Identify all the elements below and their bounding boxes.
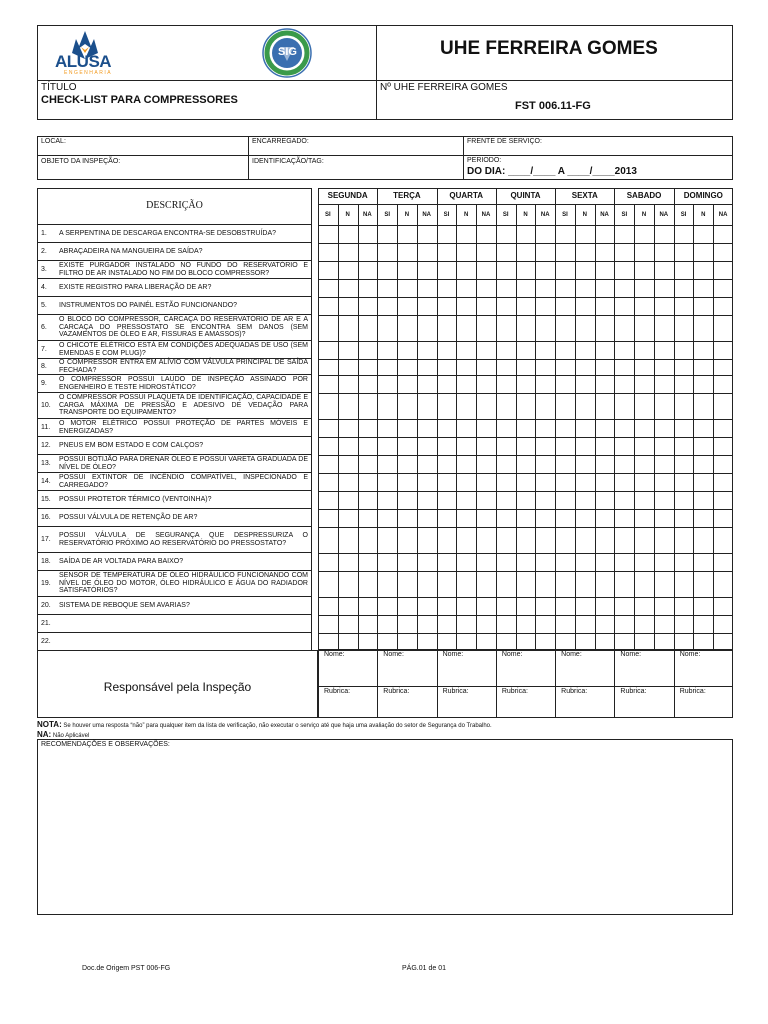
rubrica-field[interactable]: Rubrica: [561, 688, 588, 695]
answer-column-header: SI [443, 212, 450, 218]
answer-column-header: SI [502, 212, 509, 218]
item-number: 17. [41, 536, 51, 543]
answer-column-header: NA [363, 212, 372, 218]
doc-code: FST 006.11-FG [515, 100, 591, 112]
alusa-sub: ENGENHARIA [64, 70, 113, 76]
item-number: 12. [41, 442, 51, 449]
day-header: SABADO [626, 191, 662, 200]
item-number: 2. [41, 248, 47, 255]
descricao-label: DESCRIÇÃO [146, 200, 203, 211]
item-description: SENSOR DE TEMPERATURA DE ÓLEO HIDRÁULICO FUNCIONANDO COM NÍVEL DE ÓLEO DO MOTOR, ÓLEO HIDRÁULICO E ÁGUA DO RADIADOR SATISFATÓRIOS? [59, 572, 308, 595]
checklist-row [37, 225, 312, 243]
nota-line [37, 720, 737, 729]
rubrica-field[interactable]: Rubrica: [442, 688, 469, 695]
header-hline [37, 80, 733, 81]
item-description: SISTEMA DE REBOQUE SEM AVARIAS? [59, 601, 190, 609]
rubrica-field[interactable]: Rubrica: [324, 688, 351, 695]
day-header: SEXTA [571, 191, 598, 200]
item-description: EXISTE REGISTRO PARA LIBERAÇÃO DE AR? [59, 283, 212, 291]
item-description [59, 615, 308, 632]
item-number: 21. [41, 620, 51, 627]
recomendacoes-box[interactable] [37, 739, 733, 915]
item-description: POSSUI PROTETOR TÉRMICO (VENTOINHA)? [59, 495, 212, 503]
titulo-value: CHECK-LIST PARA COMPRESSORES [41, 94, 238, 106]
item-description [59, 633, 308, 650]
answer-column-header: N [404, 212, 410, 218]
answer-column-header: N [523, 212, 528, 218]
answer-column-header: NA [540, 212, 550, 218]
responsavel-label: Responsável pela Inspeção [103, 680, 252, 694]
item-description: POSSUI VÁLVULA DE RETENÇÃO DE AR? [59, 513, 198, 521]
checklist-row [37, 279, 312, 297]
item-number: 5. [41, 302, 47, 309]
nota-text: Se houver uma resposta “não” para qualquer item da lista de verificação, não executar o serviço até que haja uma avaliação do setor de Segurança do Trabalho. [61, 723, 492, 729]
answer-column-header: NA [659, 212, 669, 218]
answer-column-header: SI [621, 212, 628, 218]
item-description: ABRAÇADEIRA NA MANGUEIRA DE SAÍDA? [59, 247, 203, 255]
day-header: QUINTA [510, 191, 541, 200]
checklist-row [37, 455, 312, 473]
item-number: 16. [41, 514, 51, 521]
nome-field[interactable]: Nome: [442, 651, 464, 658]
checklist-row [37, 527, 312, 553]
sig-seal [260, 27, 315, 79]
day-header: TERÇA [393, 191, 421, 200]
item-description: POSSUI EXTINTOR DE INCÊNDIO COMPATÍVEL, INSPECIONADO E CARREGADO? [59, 473, 308, 489]
item-description: A SERPENTINA DE DESCARGA ENCONTRA-SE DESOBSTRUÍDA? [59, 229, 277, 237]
checklist-row [37, 491, 312, 509]
item-number: 19. [41, 580, 51, 587]
item-number: 18. [41, 558, 51, 565]
item-number: 4. [41, 284, 47, 291]
checklist-row [37, 437, 312, 455]
recomendacoes-label: RECOMENDAÇÕES E OBSERVAÇÕES: [41, 741, 170, 748]
frente-label: FRENTE DE SERVIÇO: [467, 138, 542, 145]
checklist-row [37, 473, 312, 491]
day-header: SEGUNDA [327, 191, 368, 200]
checklist-row [37, 509, 312, 527]
nome-field[interactable]: Nome: [383, 651, 404, 658]
day-header: DOMINGO [683, 191, 723, 200]
checklist-row [37, 571, 312, 597]
checklist-row [37, 261, 312, 279]
nome-field[interactable]: Nome: [561, 651, 582, 658]
item-number: 8. [41, 363, 47, 370]
item-description: O CHICOTE ELÉTRICO ESTÁ EM CONDIÇÕES ADEQUADAS DE USO (SEM EMENDAS E COM PLUG)? [59, 341, 308, 357]
na-label: NA: [37, 730, 52, 739]
objeto-label: OBJETO DA INSPEÇÃO: [41, 158, 121, 165]
checklist-row [37, 359, 312, 375]
item-number: 13. [41, 460, 51, 467]
answer-column-header: N [582, 212, 587, 218]
answer-column-header: SI [384, 212, 390, 218]
checklist-row [37, 375, 312, 393]
answer-column-header: SI [680, 212, 687, 218]
item-number: 9. [41, 380, 47, 387]
checklist-row [37, 393, 312, 419]
rubrica-field[interactable]: Rubrica: [679, 688, 706, 695]
rubrica-field[interactable]: Rubrica: [383, 688, 410, 695]
na-line [37, 730, 737, 739]
doc-origem: Doc.de Origem PST 006-FG [82, 965, 171, 972]
day-header: QUARTA [449, 191, 484, 200]
signature-grid [318, 650, 733, 718]
item-description: O COMPRESSOR ENTRA EM ALÍVIO COM VÁLVULA PRINCIPAL DE SAÍDA FECHADA? [59, 358, 308, 374]
item-description: POSSUI VÁLVULA DE SEGURANÇA QUE DESPRESSURIZA O RESERVATÓRIO PRÓXIMO AO RESERVATÓRIO DO PRESSOSTATO? [59, 531, 308, 547]
alusa-logo [50, 27, 120, 79]
item-description: O COMPRESSOR POSSUI LAUDO DE INSPEÇÃO ASSINADO POR ENGENHEIRO E TESTE HIDROSTÁTICO? [59, 375, 308, 391]
item-description: SAÍDA DE AR VOLTADA PARA BAIXO? [59, 557, 184, 565]
site-title: UHE FERREIRA GOMES [440, 38, 658, 59]
nome-field[interactable]: Nome: [620, 651, 642, 658]
rubrica-field[interactable]: Rubrica: [620, 688, 647, 695]
checklist-row [37, 633, 312, 651]
item-description: O BLOCO DO COMPRESSOR, CARCAÇA DO RESERVATÓRIO DE AR E A CARCAÇA DO PRESSOSTATO SE ENCONTRA SEM DANOS (SEM VAZAMENTOS DE ÓLEO E AR, FISSURAS E AMASSOS)? [59, 316, 308, 339]
page-number: PÁG.01 de 01 [402, 965, 446, 972]
checklist-row [37, 315, 312, 341]
item-number: 10. [41, 402, 51, 409]
checklist-row [37, 419, 312, 437]
item-number: 11. [41, 424, 51, 431]
answer-column-header: NA [718, 212, 728, 218]
nome-field[interactable]: Nome: [679, 651, 701, 658]
item-description: PNEUS EM BOM ESTADO E COM CALÇOS? [59, 441, 204, 449]
answer-column-header: SI [325, 212, 331, 218]
answer-column-header: NA [481, 212, 491, 218]
encarregado-label: ENCARREGADO: [252, 138, 309, 145]
sig-label: SIG [278, 46, 297, 58]
item-description: O MOTOR ELÉTRICO POSSUI PROTEÇÃO DE PARTES MÓVEIS E ENERGIZADAS? [59, 419, 308, 435]
local-label: LOCAL: [41, 138, 66, 145]
answer-column-header: N [641, 212, 647, 218]
answer-column-header: N [701, 212, 706, 218]
item-number: 7. [41, 346, 47, 353]
nota-label: NOTA: [37, 720, 62, 729]
nome-field[interactable]: Nome: [501, 651, 523, 658]
item-number: 3. [41, 266, 47, 273]
nome-field[interactable]: Nome: [324, 651, 345, 658]
answer-column-header: NA [422, 212, 431, 218]
checklist-row [37, 341, 312, 359]
alusa-name: ALUSA [55, 52, 112, 71]
do-dia-field[interactable]: DO DIA: ____/____ A ____/____2013 [467, 166, 637, 177]
checklist-row [37, 243, 312, 261]
rubrica-field[interactable]: Rubrica: [501, 688, 528, 695]
item-number: 15. [41, 496, 51, 503]
item-number: 20. [41, 602, 51, 609]
na-text: Não Aplicável [51, 733, 90, 739]
answer-column-header: SI [562, 212, 568, 218]
item-number: 22. [41, 638, 51, 645]
item-description: EXISTE PURGADOR INSTALADO NO FUNDO DO RESERVATÓRIO E FILTRO DE AR INSTALADO NO FIM DO BLOCO COMPRESSOR? [59, 261, 308, 277]
item-description: POSSUI BOTIJÃO PARA DRENAR ÓLEO E POSSUI VARETA GRADUADA DE NÍVEL DE ÓLEO? [59, 455, 308, 471]
titulo-label: TÍTULO [41, 82, 77, 93]
numero-label: Nº UHE FERREIRA GOMES [380, 82, 508, 93]
answer-column-header: N [345, 212, 350, 218]
item-number: 14. [41, 478, 51, 485]
header-divider [376, 25, 377, 120]
answer-column-header: NA [600, 212, 609, 218]
checklist-row [37, 553, 312, 571]
checklist-row [37, 297, 312, 315]
identificacao-label: IDENTIFICAÇÃO/TAG: [252, 158, 324, 165]
item-description: O COMPRESSOR POSSUI PLAQUETA DE IDENTIFICAÇÃO, CAPACIDADE E CARGA MÁXIMA DE PRESSÃO E ADESIVO DE VEDAÇÃO PARA TRANSPORTE DO EQUIPAMENTO? [59, 394, 308, 417]
answer-column-header: N [464, 212, 469, 218]
item-number: 1. [41, 230, 47, 237]
periodo-label: PERIODO: [467, 157, 502, 164]
checklist-row [37, 615, 312, 633]
item-description: INSTRUMENTOS DO PAINÉL ESTÃO FUNCIONANDO? [59, 301, 238, 309]
item-number: 6. [41, 324, 47, 331]
checklist-row [37, 597, 312, 615]
